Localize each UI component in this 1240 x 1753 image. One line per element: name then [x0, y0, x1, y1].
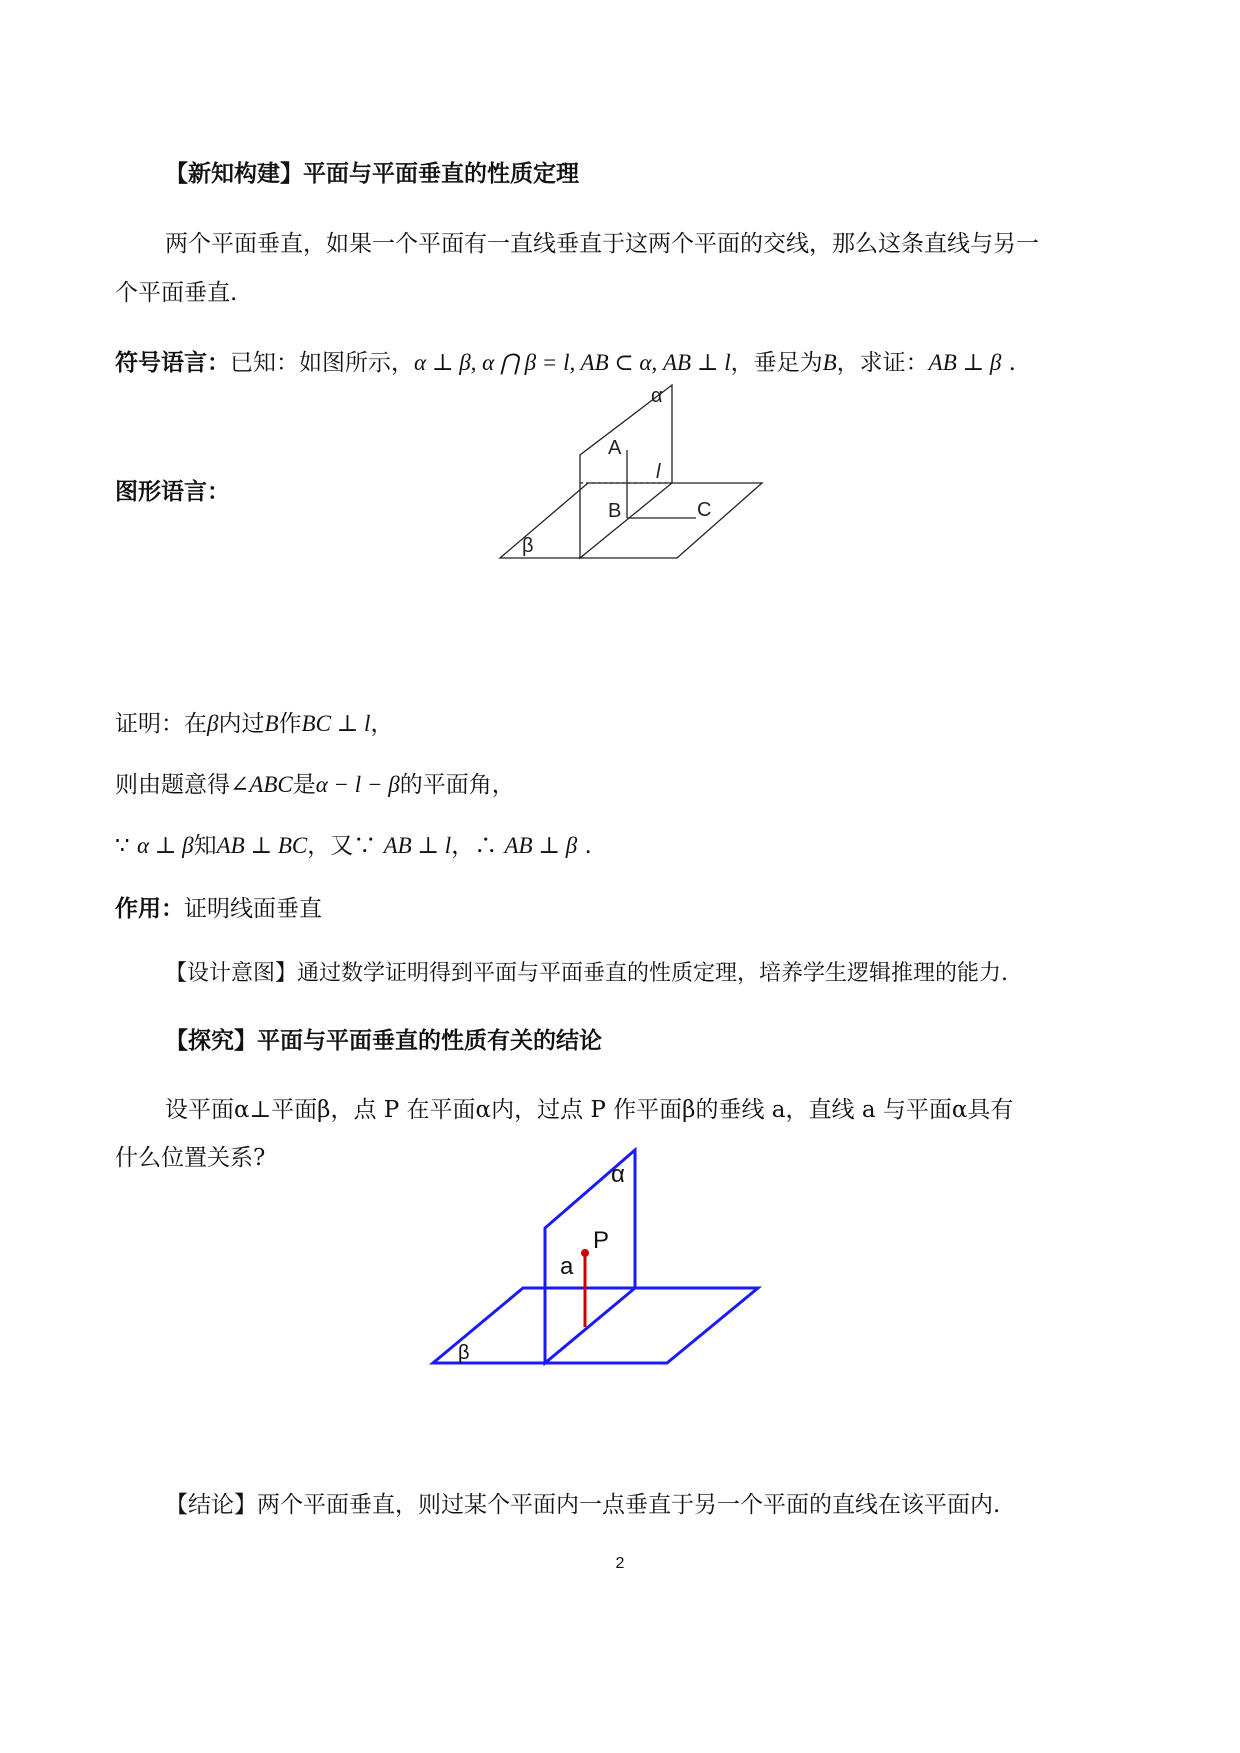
theorem-line-1: 两个平面垂直，如果一个平面有一直线垂直于这两个平面的交线，那么这条直线与另一 [165, 231, 1039, 257]
proof-2-c: 的平面角， [399, 772, 515, 798]
figure-2-plane-beta [433, 1288, 758, 1363]
proof-3-c: ，∴ [451, 833, 505, 859]
proof-1-end: ， [370, 711, 394, 737]
conclusion: 【结论】两个平面垂直，则过某个平面内一点垂直于另一个平面的直线在该平面内. [165, 1492, 1001, 1518]
proof-3-expr-4: AB ⊥ β [504, 833, 578, 858]
proof-1-a: 证明：在 [115, 711, 207, 737]
symbolic-prove: ，求证： [836, 350, 929, 376]
proof-3-because-1: ∵ [115, 833, 137, 859]
figure-2-label-p: P [593, 1227, 610, 1254]
section2-tag: 【探究】 [165, 1028, 257, 1054]
symbolic-foot: B [822, 350, 837, 375]
symbolic-end: . [1001, 350, 1016, 376]
design-intent: 【设计意图】通过数学证明得到平面与平面垂直的性质定理，培养学生逻辑推理的能力. [165, 961, 1008, 986]
figure-2-label-a: a [560, 1253, 574, 1280]
proof-1-expr: BC ⊥ l [301, 711, 371, 736]
figure-1-label-l: l [656, 461, 661, 483]
proof-3-expr-1: α ⊥ β [136, 833, 194, 858]
symbolic-goal: AB ⊥ β [928, 350, 1002, 375]
figure-1-label-b: B [608, 500, 622, 522]
explore-line-1: 设平面α⊥平面β，点 P 在平面α内，过点 P 作平面β的垂线 a，直线 a 与平面α具有 [165, 1097, 1014, 1123]
proof-2-expr: α − l − β [315, 772, 400, 797]
proof-3-end: . [577, 833, 592, 859]
usage-label: 作用： [115, 896, 184, 922]
page-number: 2 [615, 1555, 625, 1572]
proof-3-expr-3: AB ⊥ l [383, 833, 452, 858]
section1-title: 平面与平面垂直的性质定理 [303, 161, 579, 187]
figure-2-point-p [581, 1249, 589, 1257]
figure-1-label-beta: β [522, 535, 534, 557]
proof-3-b: ，又∵ [307, 833, 384, 859]
proof-1-b: 内过 [218, 711, 265, 737]
figure-1-label-alpha: α [651, 385, 663, 407]
figure-2-label-alpha: α [611, 1161, 625, 1188]
proof-1-B: B [264, 711, 279, 736]
figure-2-label-beta: β [458, 1342, 470, 1364]
symbolic-condition: α ⊥ β, α ⋂ β = l, AB ⊂ α, AB ⊥ l [414, 350, 731, 375]
figure-1-label-a: A [608, 437, 622, 459]
proof-3-a: 知 [193, 833, 217, 859]
proof-2-a: 则由题意得 [115, 772, 230, 798]
symbolic-middle: ，垂足为 [730, 350, 823, 376]
figure-1-label-c: C [697, 499, 712, 521]
proof-1-beta: β [207, 711, 219, 736]
explore-line-2: 什么位置关系? [115, 1145, 266, 1171]
section2-title: 平面与平面垂直的性质有关的结论 [257, 1028, 602, 1054]
usage-text: 证明线面垂直 [184, 896, 322, 922]
proof-1-c: 作 [278, 711, 302, 737]
theorem-line-2: 个平面垂直. [115, 280, 238, 306]
proof-3-expr-2: AB ⊥ BC [216, 833, 308, 858]
proof-2-b: 是 [292, 772, 316, 798]
proof-2-angle: ∠ABC [230, 772, 293, 797]
symbolic-prefix: 已知：如图所示， [230, 350, 414, 376]
section1-tag: 【新知构建】 [165, 161, 303, 187]
graphic-label: 图形语言： [115, 479, 230, 505]
symbolic-label: 符号语言： [115, 350, 230, 376]
